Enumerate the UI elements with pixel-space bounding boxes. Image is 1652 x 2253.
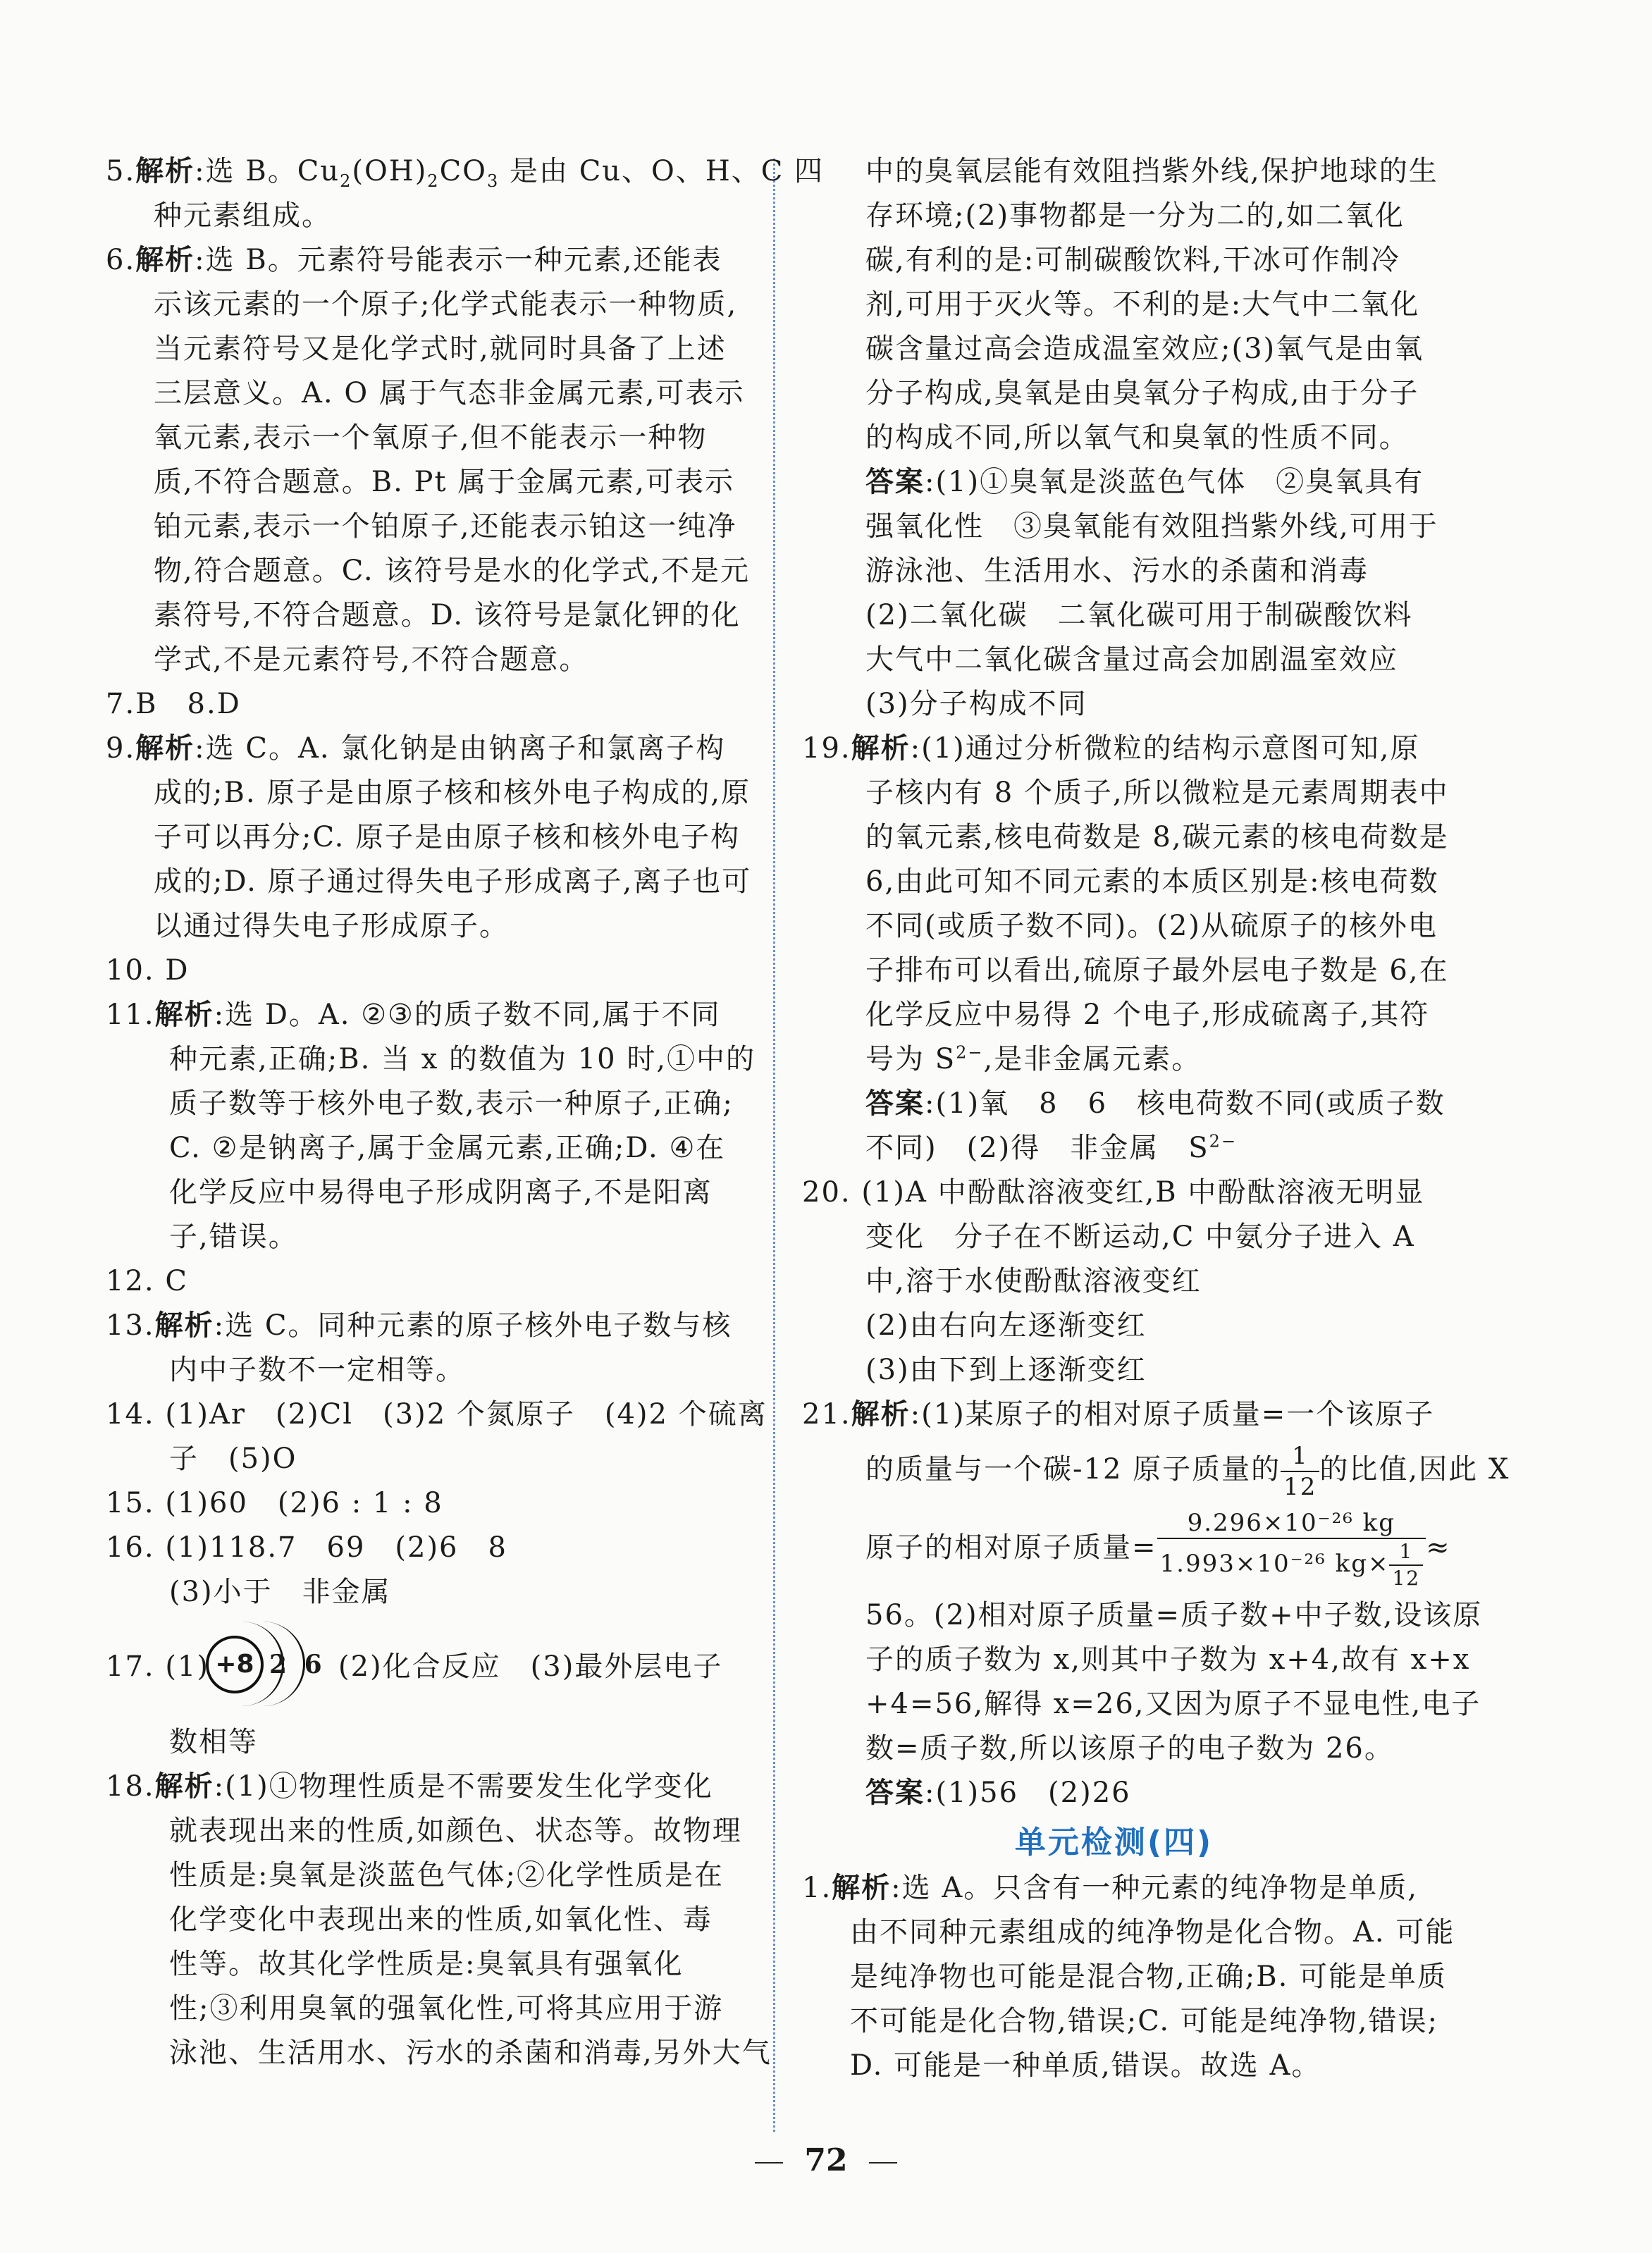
- q18-answer-line-4: (2)二氧化碳 二氧化碳可用于制碳酸饮料: [865, 599, 1413, 631]
- q18c-line-6: 分子构成,臭氧是由臭氧分子构成,由于分子: [865, 377, 1419, 409]
- q19-answer-line-1: 答案:(1)氧 8 6 核电荷数不同(或质子数: [865, 1087, 1446, 1120]
- q9-line-1: 9.解析:选 C。A. 氯化钠是由钠离子和氯离子构: [106, 732, 726, 765]
- q20-line-3: 中,溶于水使酚酞溶液变红: [865, 1265, 1202, 1297]
- q6-line-10: 学式,不是元素符号,不符合题意。: [154, 643, 589, 676]
- q6-line-1: 6.解析:选 B。元素符号能表示一种元素,还能表: [106, 244, 722, 276]
- q18c-line-3: 碳,有利的是:可制碳酸饮料,干冰可作制冷: [865, 244, 1400, 276]
- q18-line-2: 就表现出来的性质,如颜色、状态等。故物理: [169, 1815, 742, 1847]
- q18-line-7: 泳池、生活用水、污水的杀菌和消毒,另外大气: [169, 2037, 772, 2069]
- q11-line-5: 化学反应中易得电子形成阴离子,不是阳离: [169, 1176, 713, 1209]
- q21-line-2: 的质量与一个碳-12 原子质量的 $\frac{1}{12}$ 的比值,因此 X: [865, 1442, 1510, 1501]
- q9-line-2: 成的;B. 原子是由原子核和核外电子构成的,原: [154, 777, 751, 809]
- nucleus-icon: +8: [206, 1636, 264, 1693]
- q21-line-1: 21.解析:(1)某原子的相对原子质量=一个该原子: [802, 1398, 1435, 1431]
- q11-line-6: 子,错误。: [169, 1221, 298, 1253]
- q18-line-3: 性质是:臭氧是淡蓝色气体;②化学性质是在: [169, 1859, 724, 1891]
- q11-line-2: 种元素,正确;B. 当 x 的数值为 10 时,①中的: [169, 1043, 756, 1075]
- q6-line-8: 物,符合题意。C. 该符号是水的化学式,不是元: [154, 555, 751, 587]
- q21-answer: 答案:(1)56 (2)26: [865, 1777, 1131, 1809]
- q18c-line-2: 存环境;(2)事物都是一分为二的,如二氧化: [865, 199, 1405, 232]
- q19-line-2: 子核内有 8 个质子,所以微粒是元素周期表中: [865, 777, 1449, 809]
- q6-line-3: 当元素符号又是化学式时,就同时具备了上述: [154, 333, 727, 365]
- q17-line-2: 数相等: [169, 1726, 258, 1758]
- q18-line-1: 18.解析:(1)①物理性质是不需要发生化学变化: [106, 1770, 713, 1803]
- q16-line-1: 16. (1)118.7 69 (2)6 8: [106, 1531, 507, 1564]
- q18c-line-7: 的构成不同,所以氧气和臭氧的性质不同。: [865, 421, 1409, 454]
- q7-8-answers: 7.B 8.D: [106, 688, 241, 720]
- q6-line-9: 素符号,不符合题意。D. 该符号是氯化钾的化: [154, 599, 741, 631]
- q18c-line-1: 中的臭氧层能有效阻挡紫外线,保护地球的生: [865, 155, 1438, 187]
- q18-answer-line-1: 答案:(1)①臭氧是淡蓝色气体 ②臭氧具有: [865, 466, 1424, 498]
- u1-line-4: 不可能是化合物,错误;C. 可能是纯净物,错误;: [850, 2005, 1438, 2037]
- q18-line-6: 性;③利用臭氧的强氧化性,可将其应用于游: [169, 1992, 724, 2025]
- q11-line-3: 质子数等于核外电子数,表示一种原子,正确;: [169, 1087, 734, 1120]
- q6-line-2: 示该元素的一个原子;化学式能表示一种物质,: [154, 288, 738, 321]
- u1-line-5: D. 可能是一种单质,错误。故选 A。: [850, 2049, 1321, 2082]
- q6-line-5: 氧元素,表示一个氧原子,但不能表示一种物: [154, 421, 708, 454]
- q19-line-6: 子排布可以看出,硫原子最外层电子数是 6,在: [865, 954, 1449, 987]
- q18-line-4: 化学变化中表现出来的性质,如氧化性、毒: [169, 1903, 713, 1936]
- q13-line-2: 内中子数不一定相等。: [169, 1354, 465, 1386]
- u1-line-3: 是纯净物也可能是混合物,正确;B. 可能是单质: [850, 1961, 1448, 1993]
- q21-line-3: 原子的相对原子质量= 9.296×10⁻²⁶ kg 1.993×10⁻²⁶ kg× $\frac{1}{12}$ ≈: [865, 1509, 1451, 1590]
- page-number-dash-right: [869, 2162, 897, 2164]
- left-column: [106, 149, 825, 2075]
- q18-line-5: 性等。故其化学性质是:臭氧具有强氧化: [169, 1948, 684, 1980]
- q15-answer: 15. (1)60 (2)6 : 1 : 8: [106, 1487, 443, 1519]
- column-divider: [773, 159, 775, 2132]
- u1-line-1: 1.解析:选 A。只含有一种元素的纯净物是单质,: [802, 1872, 1418, 1904]
- q18-answer-line-6: (3)分子构成不同: [865, 688, 1087, 720]
- q19-line-3: 的氧元素,核电荷数是 8,碳元素的核电荷数是: [865, 821, 1449, 853]
- fraction-relative-mass: 9.296×10⁻²⁶ kg 1.993×10⁻²⁶ kg× $\frac{1}{12}$: [1157, 1511, 1426, 1588]
- q12-answer: 12. C: [106, 1265, 188, 1297]
- q5-line-2: 种元素组成。: [154, 199, 331, 232]
- q17-prefix: 17. (1): [106, 1650, 209, 1683]
- q18-answer-line-2: 强氧化性 ③臭氧能有效阻挡紫外线,可用于: [865, 510, 1438, 543]
- unit-title: 单元检测(四): [1014, 1825, 1214, 1860]
- q20-line-4: (2)由右向左逐渐变红: [865, 1309, 1147, 1342]
- page-number-dash-left: [755, 2162, 783, 2164]
- fraction-one-twelfth: $\frac{1}{12}$: [1281, 1444, 1319, 1499]
- page-number: 72: [0, 2142, 1652, 2178]
- right-column: [802, 149, 1510, 2088]
- q19-line-4: 6,由此可知不同元素的本质区别是:核电荷数: [865, 865, 1439, 898]
- q6-line-6: 质,不符合题意。B. Pt 属于金属元素,可表示: [154, 466, 734, 498]
- u1-line-2: 由不同种元素组成的纯净物是化合物。A. 可能: [850, 1916, 1455, 1949]
- q17-atom-structure: [106, 1615, 740, 1720]
- q18-answer-line-5: 大气中二氧化碳含量过高会加剧温室效应: [865, 643, 1398, 676]
- q21-line-6: +4=56,解得 x=26,又因为原子不显电性,电子: [865, 1688, 1481, 1720]
- q6-line-7: 铂元素,表示一个铂原子,还能表示铂这一纯净: [154, 510, 737, 543]
- q19-answer-line-2: 不同) (2)得 非金属 $S^{2-}$: [865, 1131, 1238, 1164]
- q21-line-4: 56。(2)相对原子质量=质子数+中子数,设该原: [865, 1599, 1483, 1631]
- q18-answer-line-3: 游泳池、生活用水、污水的杀菌和消毒: [865, 555, 1369, 587]
- q16-line-2: (3)小于 非金属: [169, 1576, 391, 1608]
- q21-line-7: 数=质子数,所以该原子的电子数为 26。: [865, 1732, 1394, 1765]
- q20-line-5: (3)由下到上逐渐变红: [865, 1354, 1147, 1386]
- q14-line-2: 子 (5)O: [169, 1443, 297, 1475]
- q10-answer: 10. D: [106, 954, 190, 987]
- q19-line-5: 不同(或质子数不同)。(2)从硫原子的核外电: [865, 910, 1438, 942]
- q18c-line-4: 剂,可用于灭火等。不利的是:大气中二氧化: [865, 288, 1420, 321]
- q19-line-1: 19.解析:(1)通过分析微粒的结构示意图可知,原: [802, 732, 1420, 765]
- q14-line-1: 14. (1)Ar (2)Cl (3)2 个氮原子 (4)2 个硫离: [106, 1398, 768, 1431]
- q11-line-1: 11.解析:选 D。A. ②③的质子数不同,属于不同: [106, 999, 721, 1031]
- q20-line-2: 变化 分子在不断运动,C 中氨分子进入 A: [865, 1221, 1415, 1253]
- electron-shell-counts: 2 6: [269, 1650, 326, 1679]
- q11-line-4: C. ②是钠离子,属于金属元素,正确;D. ④在: [169, 1132, 726, 1164]
- q18c-line-5: 碳含量过高会造成温室效应;(3)氧气是由氧: [865, 333, 1424, 365]
- q6-line-4: 三层意义。A. O 属于气态非金属元素,可表示: [154, 377, 745, 409]
- q13-line-1: 13.解析:选 C。同种元素的原子核外电子数与核: [106, 1309, 732, 1342]
- q19-line-8: 号为 $S^{2-}$,是非金属元素。: [865, 1042, 1202, 1075]
- q20-line-1: 20. (1)A 中酚酞溶液变红,B 中酚酞溶液无明显: [802, 1176, 1425, 1209]
- q9-line-3: 子可以再分;C. 原子是由原子核和核外电子构: [154, 821, 741, 853]
- q9-line-4: 成的;D. 原子通过得失电子形成离子,离子也可: [154, 865, 752, 898]
- q21-line-5: 子的质子数为 x,则其中子数为 x+4,故有 x+x: [865, 1643, 1471, 1676]
- q17-rest: (2)化合反应 (3)最外层电子: [338, 1650, 723, 1683]
- q19-line-7: 化学反应中易得 2 个电子,形成硫离子,其符: [865, 999, 1430, 1031]
- q5-line-1: 5.解析:选 B。$Cu_2(OH)_2CO_3$ 是由 Cu、O、H、C 四: [106, 155, 825, 191]
- q9-line-5: 以通过得失电子形成原子。: [154, 910, 509, 942]
